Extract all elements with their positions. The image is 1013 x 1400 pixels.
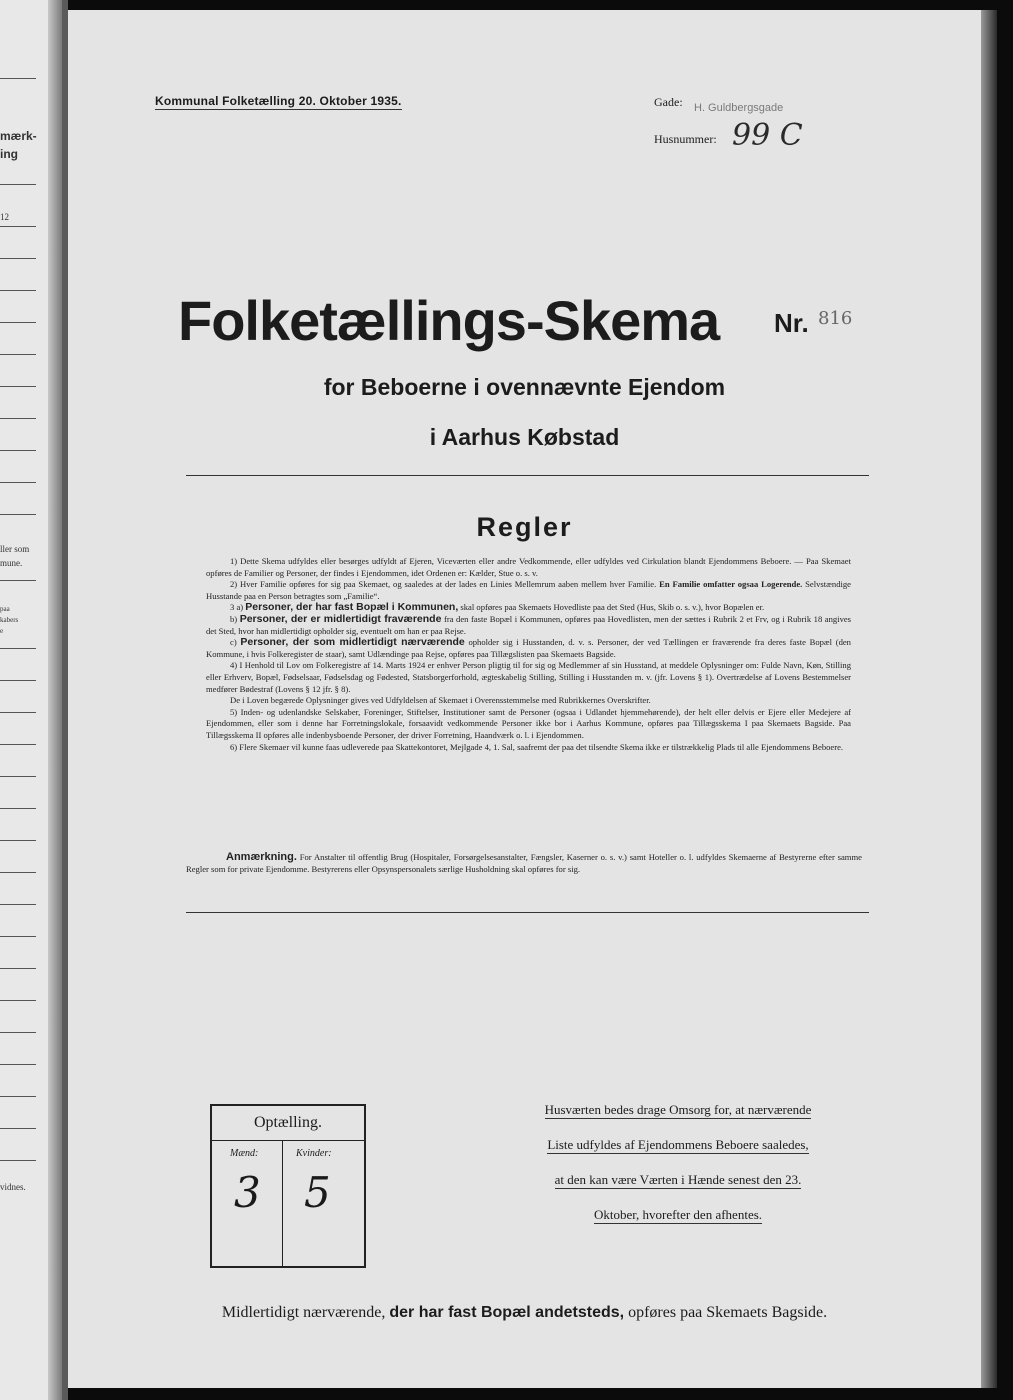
house-number-label: Husnummer: [654, 132, 717, 146]
census-form-page [68, 10, 981, 1388]
divider [186, 475, 869, 476]
left-rule [0, 1032, 36, 1033]
rule-1: 1) Dette Skema udfyldes eller besørges udfyldt af Ejeren, Viceværten eller andre Vedkommende, eller udfyldes ved Cirkulation blandt Ejendommens Beboere. — Paa Skemaet opføres de Familier og Personer, der findes i Ejendommen, idet Ordenen er: Kælder, Stue o. s. v. [206, 556, 851, 578]
left-rule [0, 290, 36, 291]
women-count: 5 [304, 1168, 331, 1217]
rule-2: 2) Hver Familie opføres for sig paa Skemaet, og saaledes at der lades en Linies Mellemrum aaben mellem hver Familie. En Familie omfatter ogsaa Logerende. Selvstændige Husstande paa en Person betragtes som „Familie“. [206, 579, 851, 601]
left-text-fragment: kabers [0, 616, 19, 624]
rule-3a: 3 a) Personer, der har fast Bopæl i Kommunen, skal opføres paa Skemaets Hovedliste paa det Sted (Hus, Skib o. s. v.), hvor Bopælen er. [230, 601, 765, 614]
street-value: H. Guldbergsgade [694, 102, 784, 114]
left-text-fragment: mune. [0, 558, 23, 568]
divider [186, 912, 869, 913]
street-label: Gade: [654, 95, 683, 109]
left-rule [0, 258, 36, 259]
remark [186, 852, 862, 875]
left-rule [0, 648, 36, 649]
left-rule [0, 1128, 36, 1129]
left-rule [0, 872, 36, 873]
left-page-edge [48, 0, 62, 1400]
left-rule [0, 450, 36, 451]
rules-heading: Regler [476, 512, 573, 542]
left-text-fragment: e [0, 627, 4, 635]
left-rule [0, 904, 36, 905]
left-text-fragment: ller som [0, 544, 30, 554]
left-rule [0, 184, 36, 185]
form-subtitle: for Beboerne i ovennævnte Ejendom [323, 374, 726, 400]
form-number-label: Nr. [774, 308, 809, 338]
right-page-edge [981, 10, 997, 1388]
rule-3c: c) Personer, der som midlertidigt nærværende opholder sig i Husstanden, d. v. s. Personer, der ved Tællingen er fraværende fra deres faste Bopæl (den Kommune, i hvis Folkeregister de staar), samt Udlændinge paa Rejse, opføres paa Tillægslisten paa Skemaets Bagside. [206, 636, 851, 659]
left-rule [0, 1160, 36, 1161]
men-count: 3 [234, 1168, 261, 1217]
left-text-fragment: 12 [0, 212, 9, 222]
form-title: Folketællings-Skema [178, 289, 720, 352]
form-location: i Aarhus Købstad [429, 424, 620, 450]
men-label: Mænd: [230, 1148, 259, 1159]
rules-body [206, 556, 851, 753]
left-text-fragment: mærk- [0, 129, 37, 143]
left-rule [0, 840, 36, 841]
left-rule [0, 354, 36, 355]
left-rule [0, 680, 36, 681]
left-rule [0, 1064, 36, 1065]
remark-heading: Anmærkning. [226, 851, 297, 863]
left-text-fragment: vidnes. [0, 1182, 26, 1192]
form-number-value: 816 [818, 308, 853, 329]
rule-5: 5) Inden- og udenlandske Selskaber, Foreninger, Stiftelser, Institutioner samt de Personer (ogsaa i Udlandet hjemmehørende), der helt eller delvis er Ejere eller Medejere af Ejendommen, eller som i denne har Forretningslokale, forsaavidt vedkommende Personer ikke bor i Aarhus Kommune, opføres paa Tillægsskema I paa Skemaets Bagside. Paa Tillægsskema II opføres alle indenbysboende Personer, der driver Forretning, Haandværk o. l. i Ejendommen. [206, 706, 851, 740]
left-rule [0, 322, 36, 323]
left-rule [0, 1000, 36, 1001]
remark-text: For Anstalter til offentlig Brug (Hospitaler, Forsørgelsesanstalter, Fængsler, Kaserner o. s. v.) samt Hoteller o. l. udfyldes Skemaerne af Bestyrerne efter samme Regler som for private Ejendomme. Bestyrerens eller Opsynspersonalets særlige Husholdning skal opføres for sig. [186, 852, 862, 874]
left-rule [0, 78, 36, 79]
notice-line: Oktober, hvorefter den afhentes. [593, 1207, 763, 1222]
census-header: Kommunal Folketælling 20. Oktober 1935. [155, 94, 402, 108]
women-label: Kvinder: [296, 1148, 332, 1159]
footer-note: Midlertidigt nærværende, der har fast Bopæl andetsteds, opføres paa Skemaets Bagside. [221, 1304, 828, 1321]
left-rule [0, 386, 36, 387]
left-rule [0, 744, 36, 745]
rule-3b: b) Personer, der er midlertidigt fraværende fra den faste Bopæl i Kommunen, opføres paa Hovedlisten, men der sættes i Rubrik 2 et Frv, og i Rubrik 18 angives det Sted, hvor han midlertidigt opholder sig, eventuelt om han er paa Rejse. [206, 612, 852, 636]
rule-6: 6) Flere Skemaer vil kunne faas udleverede paa Skattekontoret, Mejlgade 4, 1. Sal, saafremt der paa det tilsendte Skema ikke er tilstrækkelig Plads til alle Ejendommens Beboere. [230, 741, 844, 752]
left-rule [0, 514, 36, 515]
notice-line: Liste udfyldes af Ejendommens Beboere saaledes, [547, 1137, 809, 1152]
rule-4-note: De i Loven begærede Oplysninger gives ved Udfyldelsen af Skemaet i Overensstemmelse med Rubrikkernes Overskrifter. [230, 695, 651, 706]
house-number-value: 99 C [732, 118, 803, 153]
rule-4: 4) I Henhold til Lov om Folkeregistre af 14. Marts 1924 er enhver Person pligtig til for sig og Medlemmer af sin Husstand, at meddele Oplysninger om: Fulde Navn, Køn, Stilling eller Erhverv, Bopæl, Fødselsaar, Fødselsdag og Fødested, Statsborgerforhold, ægteskabelig Stilling, Stilling i Husstanden m. v. (jfr. Lovens § 1). Overtrædelse af Lovens Bestemmelser medfører Bødestraf (Lovens § 12 jfr. § 8). [206, 660, 851, 694]
left-text-fragment: ing [0, 147, 18, 161]
count-title: Optælling. [253, 1114, 322, 1131]
notice-line: Husværten bedes drage Omsorg for, at nærværende [544, 1102, 812, 1117]
left-rule [0, 580, 36, 581]
left-rule [0, 936, 36, 937]
notice-line: at den kan være Værten i Hænde senest den 23. [554, 1172, 802, 1187]
left-rule [0, 968, 36, 969]
left-rule [0, 482, 36, 483]
left-rule [0, 226, 36, 227]
left-rule [0, 776, 36, 777]
left-rule [0, 1096, 36, 1097]
left-text-fragment: paa [0, 605, 10, 613]
left-rule [0, 418, 36, 419]
count-box [210, 1104, 366, 1268]
left-rule [0, 712, 36, 713]
left-rule [0, 808, 36, 809]
